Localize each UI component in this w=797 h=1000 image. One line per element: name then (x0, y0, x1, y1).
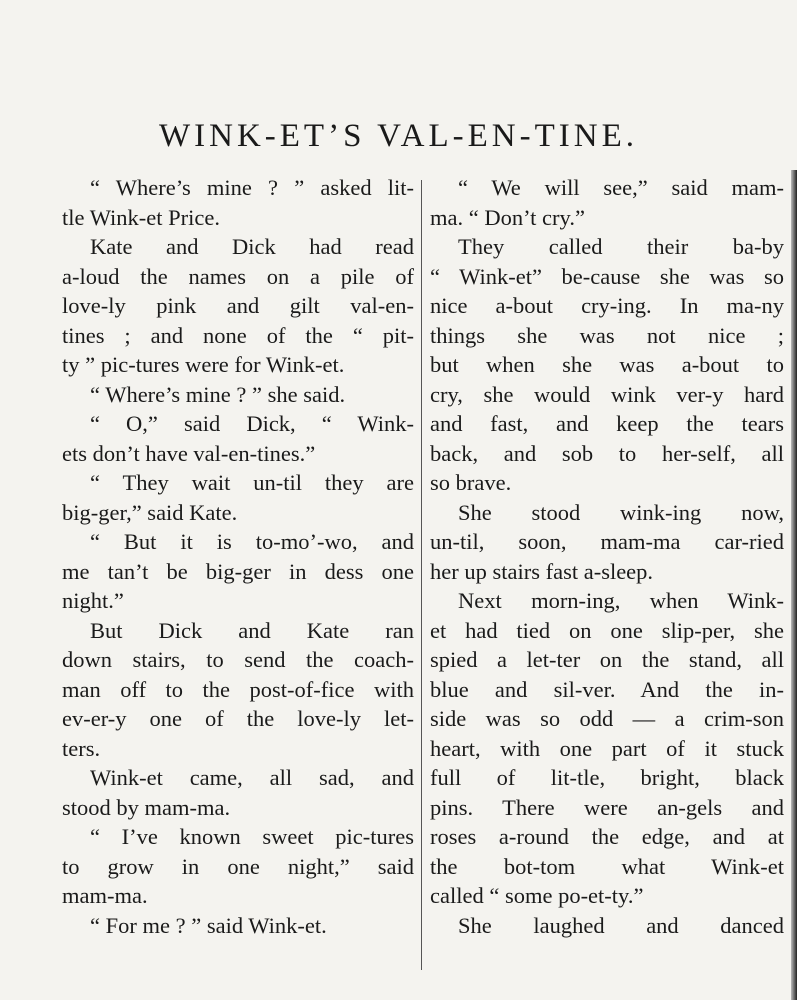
text-line: She laughed and danced (458, 912, 784, 938)
text-line: ters. (62, 735, 101, 761)
column-divider (421, 180, 422, 970)
text-line: stood by mam-ma. (62, 794, 231, 820)
text-line: Next morn-ing, when Wink- (458, 588, 784, 613)
right-column (430, 173, 784, 940)
story-title: WINK-ET’S VAL-EN-TINE. (158, 118, 639, 154)
text-line: ets don’t have val-en-tines.” (62, 440, 316, 466)
text-line: et had tied on one slip-per, she (430, 617, 784, 643)
text-line: a-loud the names on a pile of (62, 263, 414, 289)
text-line: ev-er-y one of the love-ly let- (62, 706, 414, 731)
text-line: called “ some po-et-ty.” (430, 883, 644, 908)
text-line: Kate and Dick had read (90, 234, 414, 259)
text-line: love-ly pink and gilt val-en- (62, 293, 414, 318)
text-line: side was so odd — a crim-son (430, 706, 784, 731)
text-line: “ For me ? ” said Wink-et. (90, 912, 327, 938)
text-line: pins. There were an-gels and (430, 794, 784, 820)
text-line: cry, she would wink ver-y hard (430, 381, 784, 407)
text-line: tines ; and none of the “ pit- (62, 322, 414, 348)
text-line: heart, with one part of it stuck (430, 735, 784, 761)
text-line: man off to the post-of-fice with (62, 676, 414, 702)
text-line: ma. “ Don’t cry.” (430, 204, 585, 230)
text-line: night.” (62, 588, 124, 613)
text-line: back, and sob to her-self, all (430, 440, 784, 466)
text-line: blue and sil-ver. And the in- (430, 676, 784, 702)
text-line: spied a let-ter on the stand, all (430, 647, 784, 672)
text-line: They called their ba-by (458, 234, 784, 259)
left-column (62, 173, 414, 940)
text-line: But Dick and Kate ran (90, 617, 414, 643)
text-line: her up stairs fast a-sleep. (430, 558, 654, 584)
text-line: big-ger,” said Kate. (62, 499, 238, 525)
text-line: “ O,” said Dick, “ Wink- (90, 411, 414, 436)
text-line: un-til, soon, mam-ma car-ried (430, 529, 784, 554)
text-line: “ But it is to-mo’-wo, and (90, 529, 414, 554)
text-line: the bot-tom what Wink-et (430, 853, 784, 879)
text-line: down stairs, to send the coach- (62, 647, 414, 672)
text-line: Wink-et came, all sad, and (90, 765, 414, 790)
text-line: “ We will see,” said mam- (458, 175, 784, 200)
text-line: tle Wink-et Price. (62, 204, 221, 230)
text-line: and fast, and keep the tears (430, 411, 784, 436)
text-line: “ Where’s mine ? ” asked lit- (90, 175, 414, 200)
text-line: “ I’ve known sweet pic-tures (90, 824, 414, 849)
text-line: She stood wink-ing now, (458, 499, 784, 525)
text-line: “ Where’s mine ? ” she said. (90, 381, 346, 407)
text-line: me tan’t be big-ger in dess one (62, 558, 414, 584)
text-line: things she was not nice ; (430, 322, 784, 348)
text-line: to grow in one night,” said (62, 853, 414, 879)
text-line: ty ” pic-tures were for Wink-et. (62, 352, 345, 377)
text-line: so brave. (430, 470, 512, 495)
page-edge-shadow (791, 170, 797, 1000)
text-line: roses a-round the edge, and at (430, 824, 784, 849)
text-line: full of lit-tle, bright, black (430, 765, 784, 790)
text-line: “ Wink-et” be-cause she was so (430, 263, 784, 289)
text-line: mam-ma. (62, 883, 148, 908)
text-line: but when she was a-bout to (430, 352, 784, 377)
text-line: nice a-bout cry-ing. In ma-ny (430, 293, 784, 318)
text-line: “ They wait un-til they are (90, 470, 414, 495)
